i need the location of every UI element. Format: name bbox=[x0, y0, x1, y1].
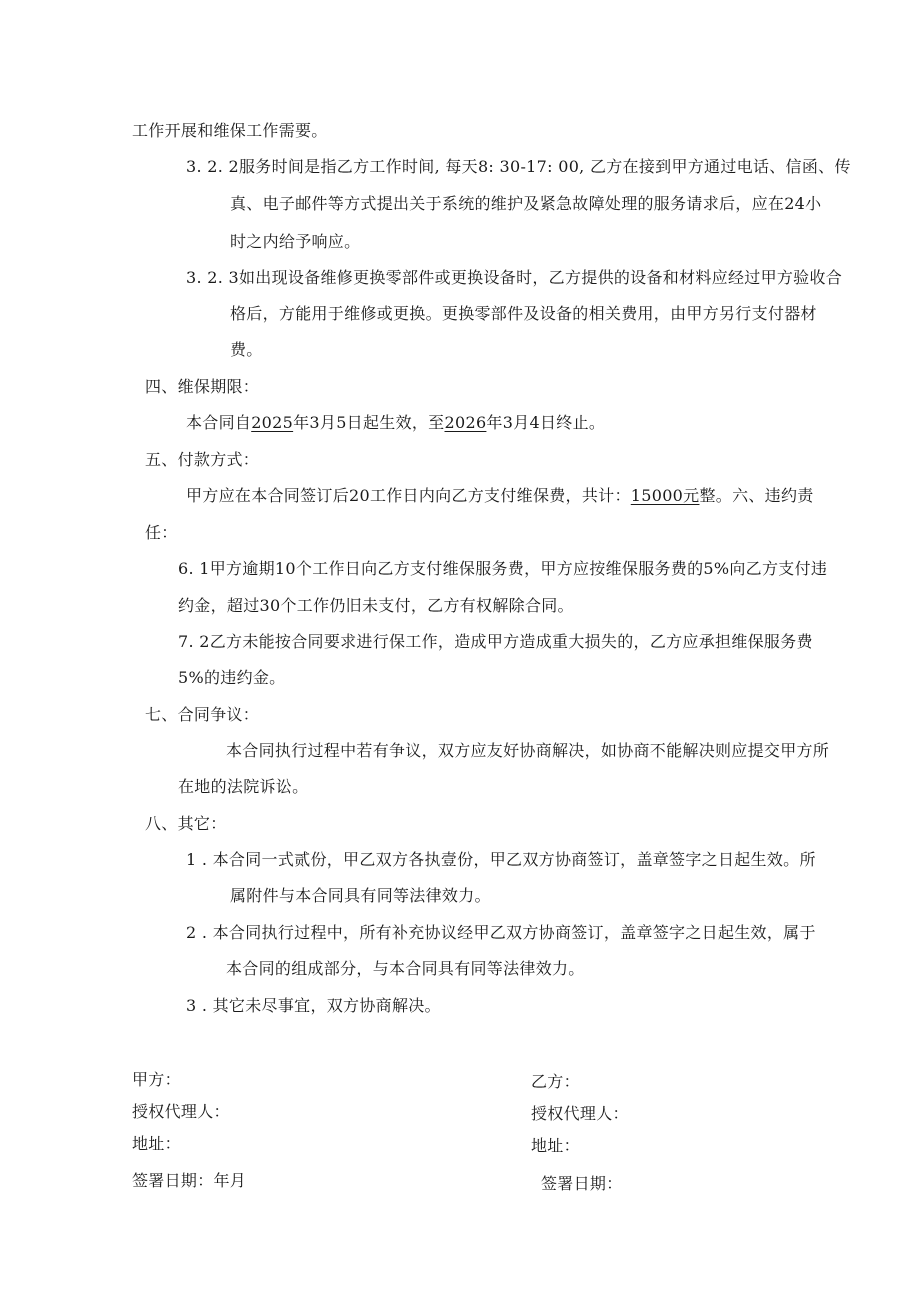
clause-6-1-line-1: 6. 1甲方逾期10个工作日向乙方支付维保服务费，甲方应按维保服务费的5%向乙方支付违 bbox=[178, 559, 828, 578]
party-a-address: 地址： bbox=[132, 1134, 181, 1153]
clause-3-2-2-line-1: 3. 2. 2服务时间是指乙方工作时间, 每天8: 30-17: 00, 乙方在接到甲方通过电话、信函、传 bbox=[186, 157, 851, 176]
clause-3-2-2-line-3: 时之内给予响应。 bbox=[230, 232, 361, 251]
clause-3-2-2-line-2: 真、电子邮件等方式提出关于系统的维护及紧急故障处理的服务请求后，应在24小 bbox=[230, 194, 822, 213]
clause-8-2-line-1: 2 . 本合同执行过程中，所有补充协议经甲乙双方协商签订，盖章签字之日起生效，属于 bbox=[186, 923, 816, 942]
payment-text-a: 甲方应在本合同签订后20工作日内向乙方支付维保费，共计： bbox=[186, 486, 631, 505]
clause-8-2-line-2: 本合同的组成部分，与本合同具有同等法律效力。 bbox=[226, 959, 585, 978]
party-b-sign-date: 签署日期： bbox=[541, 1174, 623, 1193]
party-a-agent: 授权代理人： bbox=[132, 1102, 230, 1121]
start-year: 2025 bbox=[251, 413, 294, 432]
party-b-agent: 授权代理人： bbox=[531, 1104, 629, 1123]
term-text-a: 本合同自 bbox=[186, 413, 252, 432]
section-7-heading: 七、合同争议： bbox=[145, 705, 260, 724]
party-b-label: 乙方： bbox=[531, 1072, 580, 1091]
section-4-text bbox=[186, 412, 605, 434]
party-b-address: 地址： bbox=[531, 1136, 580, 1155]
clause-7-2-line-2: 5%的违约金。 bbox=[178, 668, 286, 687]
section-5-heading: 五、付款方式： bbox=[145, 450, 260, 469]
section-4-heading: 四、维保期限： bbox=[145, 377, 260, 396]
clause-8-3-line-1: 3 . 其它未尽事宜，双方协商解决。 bbox=[186, 996, 441, 1015]
end-year: 2026 bbox=[444, 413, 487, 432]
payment-text-b: 整。六、违约责 bbox=[699, 486, 814, 505]
clause-3-2-3-line-1: 3. 2. 3如出现设备维修更换零部件或更换设备时，乙方提供的设备和材料应经过甲方验收合 bbox=[186, 268, 843, 287]
clause-8-1-line-2: 属附件与本合同具有同等法律效力。 bbox=[230, 886, 491, 905]
section-8-heading: 八、其它： bbox=[145, 814, 227, 833]
clause-3-2-3-line-2: 格后，方能用于维修或更换。更换零部件及设备的相关费用，由甲方另行支付器材 bbox=[230, 304, 817, 323]
payment-amount: 15000元 bbox=[630, 486, 700, 505]
clause-7-2-line-1: 7. 2乙方未能按合同要求进行保工作，造成甲方造成重大损失的，乙方应承担维保服务费 bbox=[178, 632, 813, 651]
clause-6-1-line-2: 约金，超过30个工作仍旧未支付，乙方有权解除合同。 bbox=[178, 596, 574, 615]
clause-3-continuation: 工作开展和维保工作需要。 bbox=[132, 121, 328, 140]
clause-3-2-3-line-3: 费。 bbox=[230, 340, 263, 359]
section-7-line-2: 在地的法院诉讼。 bbox=[178, 777, 309, 796]
section-5-line-2: 任： bbox=[145, 523, 178, 542]
clause-8-1-line-1: 1 . 本合同一式贰份，甲乙双方各执壹份，甲乙双方协商签订，盖章签字之日起生效。所 bbox=[186, 850, 816, 869]
section-5-text bbox=[186, 485, 814, 507]
section-7-line-1: 本合同执行过程中若有争议，双方应友好协商解决，如协商不能解决则应提交甲方所 bbox=[226, 741, 830, 760]
term-text-c: 年3月4日终止。 bbox=[486, 413, 606, 432]
party-a-label: 甲方： bbox=[132, 1070, 181, 1089]
term-text-b: 年3月5日起生效，至 bbox=[293, 413, 445, 432]
party-a-sign-date: 签署日期：年月 bbox=[132, 1171, 247, 1190]
